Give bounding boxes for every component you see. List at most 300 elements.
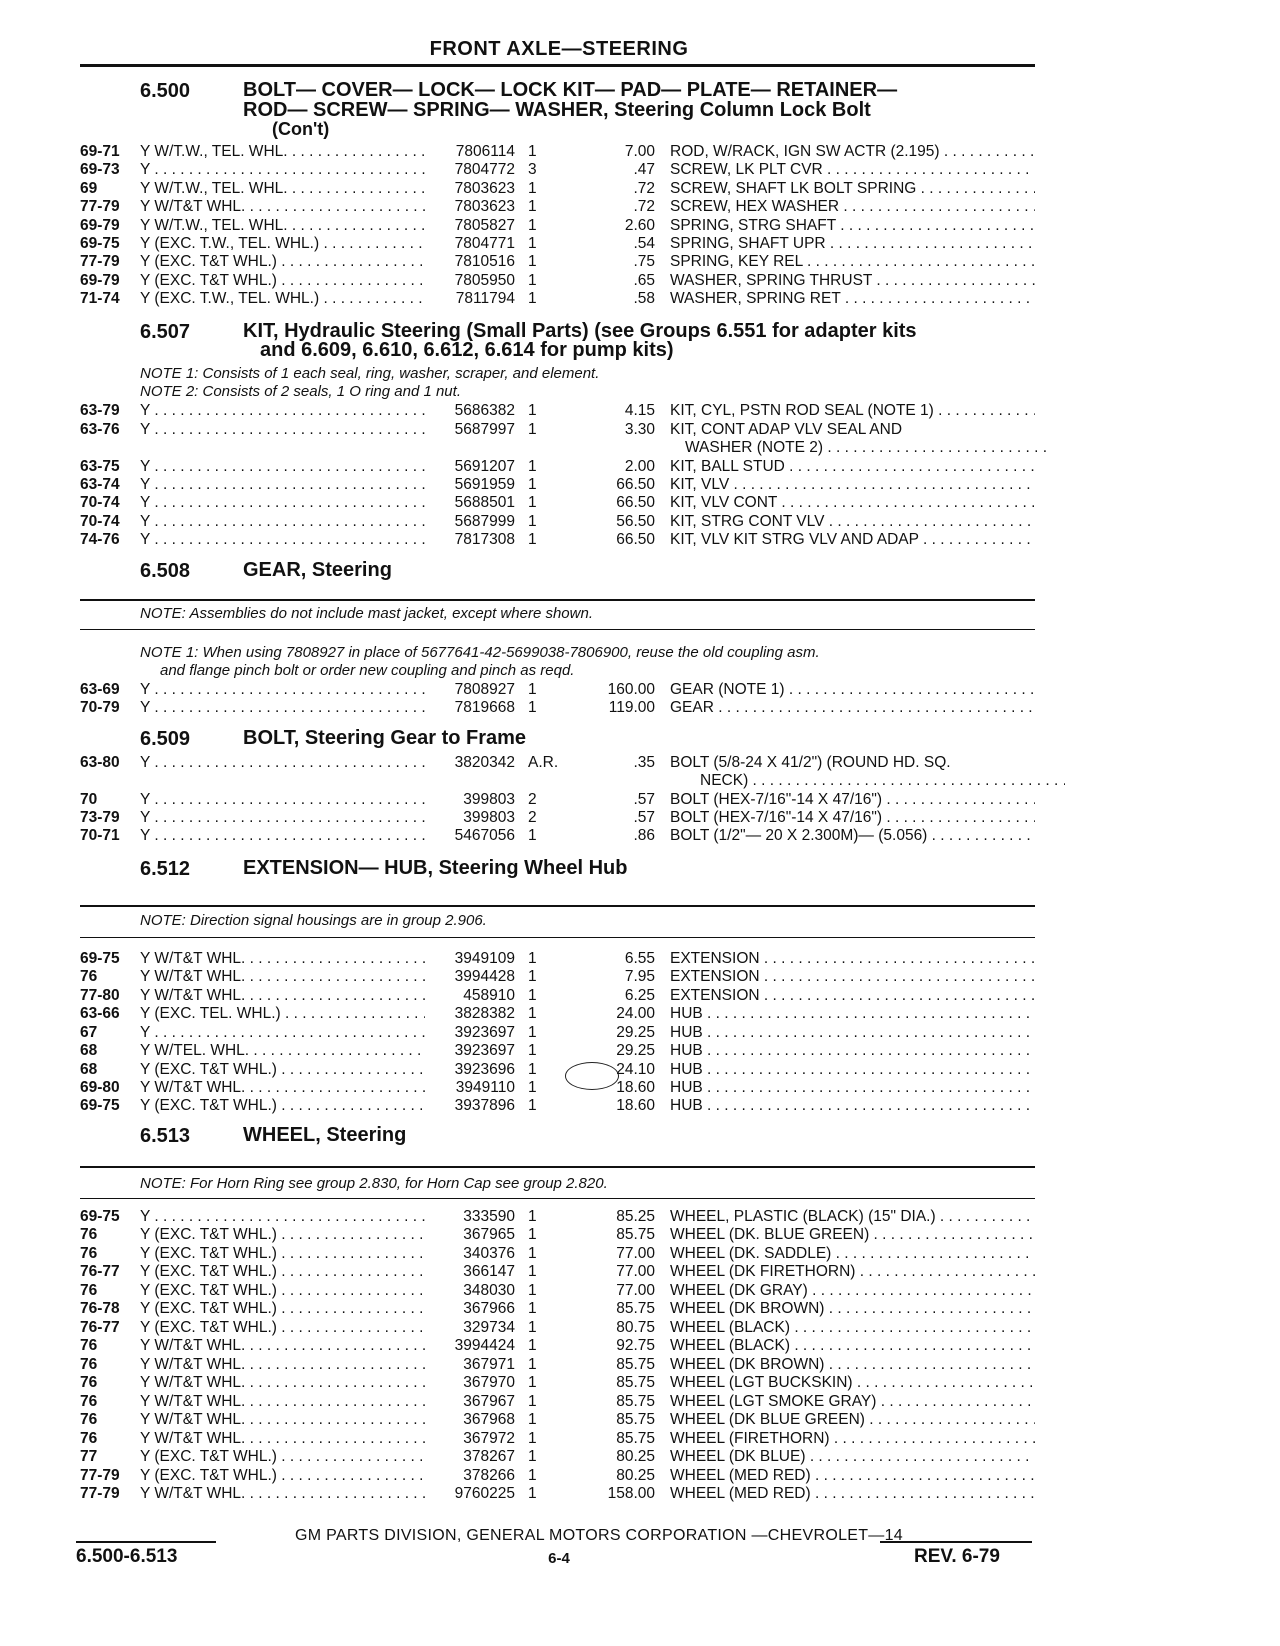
table-row	[80, 1245, 1035, 1263]
application: Y W/T&T WHL. . . .	[140, 198, 485, 216]
model-years: 74-76	[80, 531, 120, 548]
table-row	[80, 1393, 1035, 1411]
table-row	[80, 699, 1035, 717]
quantity: 1	[528, 143, 537, 160]
application: Y W/T&T WHL. . . .	[140, 968, 485, 986]
application: Y (EXC. T&T WHL.) . . .	[140, 1263, 485, 1281]
quantity: 1	[528, 235, 537, 252]
price: 158.00	[607, 1485, 655, 1502]
model-years: 77-79	[80, 198, 120, 215]
table-row	[80, 161, 1035, 179]
model-years: 63-66	[80, 1005, 120, 1022]
model-years: 63-74	[80, 476, 120, 493]
quantity: 1	[528, 1245, 537, 1262]
application: Y (EXC. T&T WHL.) . . .	[140, 1448, 485, 1466]
part-number: 3923697	[425, 1042, 515, 1060]
note: NOTE 1: Consists of 1 each seal, ring, washer, scraper, and element.	[140, 365, 600, 382]
table-row	[80, 827, 1035, 845]
part-number: 7803623	[425, 180, 515, 198]
application: Y . . .	[140, 809, 485, 827]
price: 160.00	[607, 681, 655, 698]
application: Y (EXC. T&T WHL.) . . .	[140, 1300, 485, 1318]
table-row	[80, 950, 1035, 968]
model-years: 76	[80, 1245, 98, 1262]
application: Y (EXC. T.W., TEL. WHL.) . . .	[140, 235, 485, 253]
description: BOLT (5/8-24 X 41/2") (ROUND HD. SQ.	[670, 754, 951, 771]
application: Y W/TEL. WHL. . . .	[140, 1042, 485, 1060]
description: WHEEL, PLASTIC (BLACK) (15" DIA.) . . .	[670, 1208, 1035, 1226]
quantity: 1	[528, 198, 537, 215]
model-years: 76	[80, 968, 98, 985]
part-number: 3994428	[425, 968, 515, 986]
quantity: 1	[528, 699, 537, 716]
model-years: 76	[80, 1374, 98, 1391]
part-number: 7805827	[425, 217, 515, 235]
table-row	[80, 1337, 1035, 1355]
section-title: EXTENSION— HUB, Steering Wheel Hub	[243, 857, 628, 879]
application: Y (EXC. T&T WHL.) . . .	[140, 1282, 485, 1300]
application: Y . . .	[140, 531, 485, 549]
table-row	[80, 1042, 1035, 1060]
part-number: 7803623	[425, 198, 515, 216]
quantity: 1	[528, 987, 537, 1004]
quantity: 1	[528, 1061, 537, 1078]
part-number: 366147	[425, 1263, 515, 1281]
part-number: 3923697	[425, 1024, 515, 1042]
description: SPRING, SHAFT UPR . . .	[670, 235, 1035, 253]
table-row	[80, 1448, 1035, 1466]
description: HUB . . .	[670, 1005, 1035, 1023]
price: 119.00	[608, 699, 655, 716]
part-number: 367970	[425, 1374, 515, 1392]
model-years: 63-80	[80, 754, 120, 771]
table-row	[80, 1097, 1035, 1115]
table-row	[80, 809, 1035, 827]
application: Y (EXC. T&T WHL.) . . .	[140, 1097, 485, 1115]
quantity: 2	[528, 809, 537, 826]
table-row	[80, 272, 1035, 290]
table-row	[80, 1282, 1035, 1300]
table-row	[80, 791, 1035, 809]
model-years: 70-74	[80, 513, 120, 530]
application: Y W/T&T WHL. . . .	[140, 1393, 485, 1411]
section-number: 6.509	[140, 728, 191, 750]
section-title: KIT, Hydraulic Steering (Small Parts) (see Groups 6.551 for adapter kits	[243, 320, 917, 342]
application: Y (EXC. T&T WHL.) . . .	[140, 1061, 485, 1079]
table-row	[80, 1411, 1035, 1429]
part-number: 3828382	[425, 1005, 515, 1023]
price: .86	[633, 827, 655, 844]
description: KIT, CYL, PSTN ROD SEAL (NOTE 1) . . .	[670, 402, 1035, 420]
quantity: 1	[528, 1430, 537, 1447]
description: EXTENSION . . .	[670, 968, 1035, 986]
part-number: 458910	[425, 987, 515, 1005]
part-number: 9760225	[425, 1485, 515, 1503]
quantity: 1	[528, 1079, 537, 1096]
table-row	[80, 217, 1035, 235]
section-number: 6.508	[140, 560, 191, 582]
table-row	[80, 253, 1035, 271]
model-years: 76	[80, 1430, 98, 1447]
quantity: 1	[528, 968, 537, 985]
quantity: 3	[528, 161, 537, 178]
part-number: 367967	[425, 1393, 515, 1411]
note: NOTE 1: When using 7808927 in place of 5677641-42-5699038-7806900, reuse the old coupling asm.	[140, 644, 820, 661]
quantity: 1	[528, 494, 537, 511]
model-years: 76	[80, 1411, 98, 1428]
application: Y W/T&T WHL. . . .	[140, 1356, 485, 1374]
description: WHEEL (DK. SADDLE) . . .	[670, 1245, 1035, 1263]
description: SCREW, HEX WASHER . . .	[670, 198, 1035, 216]
part-number: 5687997	[425, 421, 515, 439]
application: Y . . .	[140, 754, 485, 772]
description: WHEEL (DK BLUE) . . .	[670, 1448, 1035, 1466]
model-years: 63-75	[80, 458, 120, 475]
quantity: 1	[528, 253, 537, 270]
model-years: 69	[80, 180, 98, 197]
quantity: 1	[528, 402, 537, 419]
quantity: 1	[528, 1485, 537, 1502]
description: BOLT (HEX-7/16"-14 X 47/16") . . .	[670, 809, 1035, 827]
part-number: 329734	[425, 1319, 515, 1337]
model-years: 63-69	[80, 681, 120, 698]
quantity: 1	[528, 290, 537, 307]
table-row	[80, 1300, 1035, 1318]
quantity: 1	[528, 180, 537, 197]
section-title: BOLT— COVER— LOCK— LOCK KIT— PAD— PLATE— RETAINER—	[243, 79, 898, 101]
quantity: 1	[528, 1208, 537, 1225]
price: 56.50	[616, 513, 655, 530]
quantity: 1	[528, 1097, 537, 1114]
model-years: 63-79	[80, 402, 120, 419]
application: Y . . .	[140, 1024, 485, 1042]
model-years: 76-78	[80, 1300, 120, 1317]
description: KIT, VLV CONT . . .	[670, 494, 1035, 512]
section-number: 6.512	[140, 858, 191, 880]
description: WHEEL (DK. BLUE GREEN) . . .	[670, 1226, 1035, 1244]
table-row	[80, 754, 1035, 772]
price: 18.60	[616, 1097, 655, 1114]
section-title-line2: and 6.609, 6.610, 6.612, 6.614 for pump kits)	[260, 339, 674, 361]
part-number: 5686382	[425, 402, 515, 420]
description: WHEEL (BLACK) . . .	[670, 1319, 1035, 1337]
part-number: 3923696	[425, 1061, 515, 1079]
table-row	[80, 987, 1035, 1005]
model-years: 69-79	[80, 217, 120, 234]
table-row	[80, 1226, 1035, 1244]
table-row	[80, 458, 1035, 476]
quantity: 1	[528, 1226, 537, 1243]
part-number: 7811794	[425, 290, 515, 308]
table-row	[80, 681, 1035, 699]
application: Y (EXC. T.W., TEL. WHL.) . . .	[140, 290, 485, 308]
description: KIT, BALL STUD . . .	[670, 458, 1035, 476]
table-row	[80, 1208, 1035, 1226]
description: EXTENSION . . .	[670, 987, 1035, 1005]
quantity: A.R.	[528, 754, 559, 771]
description: WHEEL (MED RED) . . .	[670, 1485, 1035, 1503]
section-rule	[80, 1166, 1035, 1168]
page-title: FRONT AXLE—STEERING	[429, 38, 689, 60]
table-row	[80, 1061, 1035, 1079]
application: Y . . .	[140, 791, 485, 809]
model-years: 77	[80, 1448, 98, 1465]
part-number: 367965	[425, 1226, 515, 1244]
price: 85.75	[616, 1411, 655, 1428]
price: 85.75	[616, 1300, 655, 1317]
part-number: 5691207	[425, 458, 515, 476]
application: Y (EXC. T&T WHL.) . . .	[140, 1226, 485, 1244]
quantity: 1	[528, 681, 537, 698]
price: 77.00	[616, 1282, 655, 1299]
application: Y . . .	[140, 827, 485, 845]
price: 85.75	[616, 1430, 655, 1447]
part-number: 7806114	[425, 143, 515, 161]
description: WHEEL (LGT BUCKSKIN) . . .	[670, 1374, 1035, 1392]
application: Y W/T&T WHL. . . .	[140, 1337, 485, 1355]
quantity: 1	[528, 217, 537, 234]
section-title-line2: ROD— SCREW— SPRING— WASHER, Steering Column Lock Bolt	[243, 99, 871, 121]
part-number: 367966	[425, 1300, 515, 1318]
model-years: 77-79	[80, 1467, 120, 1484]
price: 80.25	[616, 1448, 655, 1465]
model-years: 76	[80, 1337, 98, 1354]
price: 85.75	[616, 1374, 655, 1391]
part-number: 399803	[425, 791, 515, 809]
table-row	[80, 968, 1035, 986]
description: WHEEL (LGT SMOKE GRAY) . . .	[670, 1393, 1035, 1411]
part-number: 7819668	[425, 699, 515, 717]
part-number: 367972	[425, 1430, 515, 1448]
price: 24.00	[616, 1005, 655, 1022]
quantity: 1	[528, 1374, 537, 1391]
application: Y (EXC. T&T WHL.) . . .	[140, 1319, 485, 1337]
quantity: 1	[528, 513, 537, 530]
quantity: 1	[528, 1393, 537, 1410]
quantity: 1	[528, 531, 537, 548]
model-years: 68	[80, 1042, 98, 1059]
section-number: 6.507	[140, 321, 191, 343]
price: .47	[633, 161, 655, 178]
page-range: 6.500-6.513	[76, 1546, 178, 1567]
price: 80.25	[616, 1467, 655, 1484]
price: .57	[633, 791, 655, 808]
note-rule	[80, 629, 1035, 630]
price: 85.75	[616, 1226, 655, 1243]
quantity: 1	[528, 827, 537, 844]
model-years: 69-71	[80, 143, 120, 160]
model-years: 71-74	[80, 290, 120, 307]
application: Y . . .	[140, 513, 485, 531]
description: SCREW, SHAFT LK BOLT SPRING . . .	[670, 180, 1035, 198]
part-number: 5687999	[425, 513, 515, 531]
application: Y . . .	[140, 494, 485, 512]
description: WHEEL (DK BROWN) . . .	[670, 1356, 1035, 1374]
description: WASHER, SPRING RET . . .	[670, 290, 1035, 308]
note-continued: and flange pinch bolt or order new coupling and pinch as reqd.	[160, 662, 575, 679]
description: WASHER, SPRING THRUST . . .	[670, 272, 1035, 290]
price: .65	[633, 272, 655, 289]
application: Y W/T&T WHL. . . .	[140, 987, 485, 1005]
description: SPRING, STRG SHAFT . . .	[670, 217, 1035, 235]
table-row-continued	[80, 772, 1035, 790]
price: 85.75	[616, 1393, 655, 1410]
model-years: 76	[80, 1226, 98, 1243]
part-number: 378267	[425, 1448, 515, 1466]
price: .72	[633, 198, 655, 215]
description: SPRING, KEY REL . . .	[670, 253, 1035, 271]
application: Y (EXC. TEL. WHL.) . . .	[140, 1005, 485, 1023]
model-years: 69-75	[80, 235, 120, 252]
model-years: 76-77	[80, 1319, 120, 1336]
part-number: 399803	[425, 809, 515, 827]
price: .35	[633, 754, 655, 771]
part-number: 378266	[425, 1467, 515, 1485]
application: Y . . .	[140, 421, 485, 439]
part-number: 7804772	[425, 161, 515, 179]
table-row	[80, 1024, 1035, 1042]
description: GEAR . . .	[670, 699, 1035, 717]
application: Y W/T.W., TEL. WHL. . . .	[140, 217, 485, 235]
application: Y W/T&T WHL. . . .	[140, 950, 485, 968]
description: HUB . . .	[670, 1042, 1035, 1060]
model-years: 68	[80, 1061, 98, 1078]
price: 92.75	[616, 1337, 655, 1354]
quantity: 1	[528, 1263, 537, 1280]
table-row	[80, 513, 1035, 531]
quantity: 1	[528, 272, 537, 289]
description: GEAR (NOTE 1) . . .	[670, 681, 1035, 699]
table-row	[80, 531, 1035, 549]
description: HUB . . .	[670, 1097, 1035, 1115]
model-years: 76-77	[80, 1263, 120, 1280]
application: Y . . .	[140, 699, 485, 717]
note: NOTE 2: Consists of 2 seals, 1 O ring and 1 nut.	[140, 383, 461, 400]
application: Y . . .	[140, 458, 485, 476]
model-years: 69-75	[80, 1097, 120, 1114]
price: 66.50	[616, 494, 655, 511]
part-number: 3949109	[425, 950, 515, 968]
application: Y (EXC. T&T WHL.) . . .	[140, 272, 485, 290]
quantity: 1	[528, 1448, 537, 1465]
description: WHEEL (DK BLUE GREEN) . . .	[670, 1411, 1035, 1429]
part-number: 5691959	[425, 476, 515, 494]
application: Y . . .	[140, 1208, 485, 1226]
price: 24.10	[616, 1061, 655, 1078]
price: 66.50	[616, 476, 655, 493]
part-number: 367971	[425, 1356, 515, 1374]
model-years: 69-75	[80, 1208, 120, 1225]
table-row	[80, 290, 1035, 308]
table-row	[80, 1005, 1035, 1023]
description-continued: WASHER (NOTE 2) . . .	[685, 439, 1050, 457]
quantity: 1	[528, 1337, 537, 1354]
note-rule	[80, 1198, 1035, 1199]
model-years: 67	[80, 1024, 98, 1041]
section-number: 6.513	[140, 1125, 191, 1147]
description: WHEEL (DK FIRETHORN) . . .	[670, 1263, 1035, 1281]
section-rule	[80, 599, 1035, 601]
price: 3.30	[624, 421, 655, 438]
revision-date: REV. 6-79	[914, 1546, 1000, 1567]
application: Y W/T&T WHL. . . .	[140, 1430, 485, 1448]
price: 2.00	[624, 458, 655, 475]
model-years: 69-79	[80, 272, 120, 289]
quantity: 1	[528, 1042, 537, 1059]
part-number: 7804771	[425, 235, 515, 253]
table-row	[80, 1263, 1035, 1281]
application: Y (EXC. T&T WHL.) . . .	[140, 1245, 485, 1263]
section-title-line3: (Con't)	[272, 119, 330, 139]
quantity: 1	[528, 1005, 537, 1022]
section-title: BOLT, Steering Gear to Frame	[243, 727, 527, 749]
price: 85.25	[616, 1208, 655, 1225]
table-row	[80, 476, 1035, 494]
section-number: 6.500	[140, 80, 191, 102]
model-years: 76	[80, 1282, 98, 1299]
application: Y . . .	[140, 476, 485, 494]
description: BOLT (1/2"— 20 X 2.300M)— (5.056) . . .	[670, 827, 1035, 845]
table-row	[80, 1319, 1035, 1337]
application: Y (EXC. T&T WHL.) . . .	[140, 1467, 485, 1485]
price: .57	[633, 809, 655, 826]
description: HUB . . .	[670, 1061, 1035, 1079]
description: WHEEL (DK BROWN) . . .	[670, 1300, 1035, 1318]
quantity: 1	[528, 1467, 537, 1484]
model-years: 70-79	[80, 699, 120, 716]
description: ROD, W/RACK, IGN SW ACTR (2.195) . . .	[670, 143, 1035, 161]
price: 6.55	[624, 950, 655, 967]
section-rule	[80, 905, 1035, 907]
application: Y W/T.W., TEL. WHL. . . .	[140, 180, 485, 198]
application: Y W/T.W., TEL. WHL. . . .	[140, 143, 485, 161]
table-row	[80, 1430, 1035, 1448]
part-number: 5467056	[425, 827, 515, 845]
part-number: 3949110	[425, 1079, 515, 1097]
table-row	[80, 198, 1035, 216]
quantity: 1	[528, 458, 537, 475]
price: 66.50	[616, 531, 655, 548]
section-title: GEAR, Steering	[243, 559, 392, 581]
note: NOTE: Direction signal housings are in group 2.906.	[140, 912, 487, 929]
model-years: 69-80	[80, 1079, 120, 1096]
description: SCREW, LK PLT CVR . . .	[670, 161, 1035, 179]
price: .58	[633, 290, 655, 307]
quantity: 1	[528, 476, 537, 493]
table-row	[80, 180, 1035, 198]
description: WHEEL (FIRETHORN) . . .	[670, 1430, 1035, 1448]
description: KIT, VLV . . .	[670, 476, 1035, 494]
description: HUB . . .	[670, 1024, 1035, 1042]
description: WHEEL (MED RED) . . .	[670, 1467, 1035, 1485]
part-number: 7805950	[425, 272, 515, 290]
price: 7.95	[624, 968, 655, 985]
part-number: 3820342	[425, 754, 515, 772]
description: HUB . . .	[670, 1079, 1035, 1097]
price: 77.00	[616, 1263, 655, 1280]
quantity: 1	[528, 421, 537, 438]
table-row	[80, 1467, 1035, 1485]
table-row-continued	[80, 439, 1035, 457]
part-number: 5688501	[425, 494, 515, 512]
quantity: 1	[528, 1300, 537, 1317]
part-number: 3994424	[425, 1337, 515, 1355]
table-row	[80, 494, 1035, 512]
part-number: 333590	[425, 1208, 515, 1226]
part-number: 7817308	[425, 531, 515, 549]
header-rule	[80, 64, 1035, 67]
part-number: 340376	[425, 1245, 515, 1263]
